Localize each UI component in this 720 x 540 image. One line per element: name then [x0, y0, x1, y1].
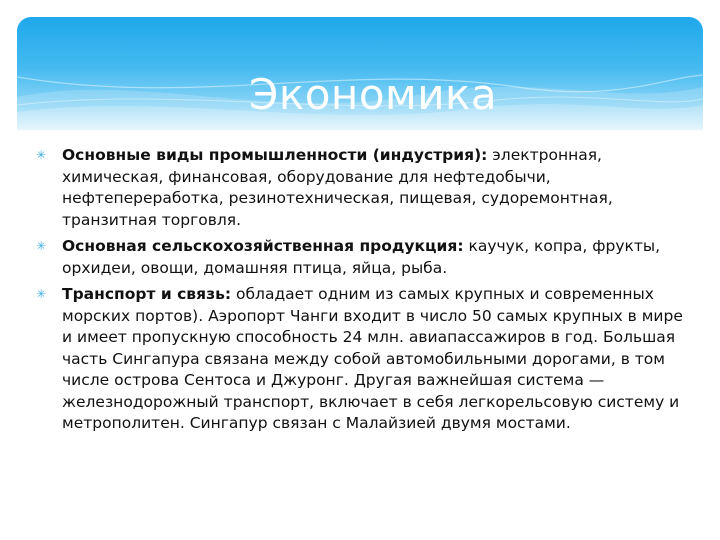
slide-title: Экономика [249, 70, 498, 119]
bullet-text: электронная, химическая, финансовая, оборудование для нефтедобычи, нефтепереработка, резинотехническая, пищевая, судоремонтная, транзитная торговля. [62, 146, 613, 229]
title-banner [17, 17, 703, 130]
bullet-text: обладает одним из самых крупных и современных морских портов). Аэропорт Чанги входит в число 50 самых крупных в мире и имеет пропускную способность 24 млн. авиапассажиров в год. Большая часть Сингапура связана между собой автомобильными дорогами, в том числе острова Сентоса и Джуронг. Другая важнейшая система — железнодорожный транспорт, включает в себя легкорельсовую систему и метрополитен. Сингапур связан с Малайзией двумя мостами. [62, 285, 683, 432]
bullet-list [36, 145, 690, 440]
bullet-label: Основная сельскохозяйственная продукция: [62, 237, 464, 255]
asterisk-icon: ✳ [36, 148, 47, 162]
bullet-item-industry [36, 145, 690, 231]
bullet-label: Основные виды промышленности (индустрия): [62, 146, 488, 164]
asterisk-icon: ✳ [36, 239, 47, 253]
bullet-item-transport [36, 284, 690, 435]
bullet-text: каучук, копра, фрукты, орхидеи, овощи, домашняя птица, яйца, рыба. [62, 237, 661, 277]
bullet-item-agriculture [36, 236, 690, 279]
bullet-label: Транспорт и связь: [62, 285, 232, 303]
asterisk-icon: ✳ [36, 287, 47, 301]
